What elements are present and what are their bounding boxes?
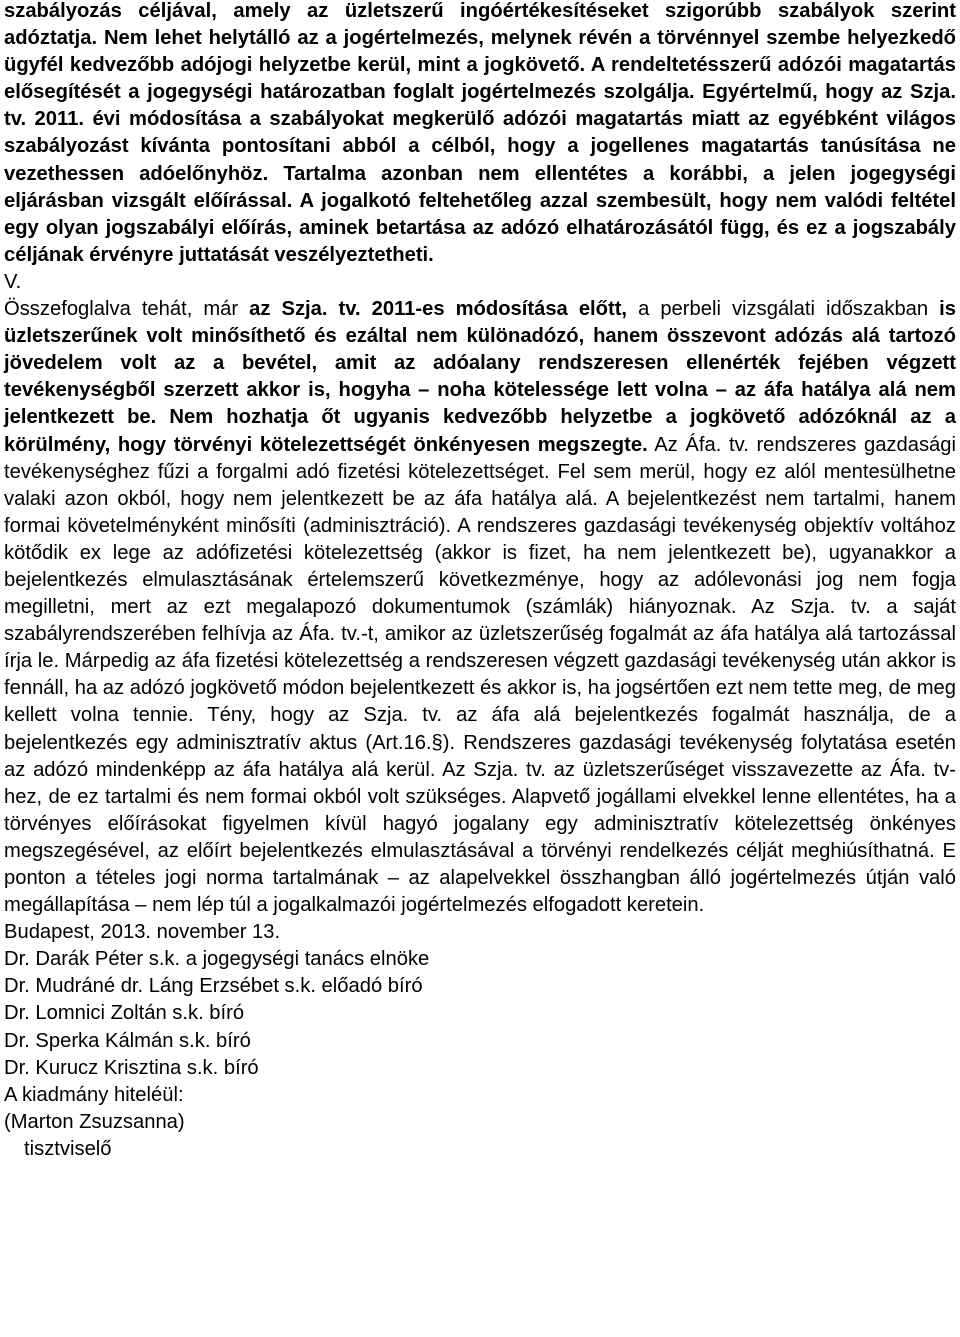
text-run <box>361 298 372 320</box>
section-iv-closing-paragraph: szabályozás céljával, amely az üzletszerű ingóértékesítéseket szigorúbb szabályok szerint adóztatja. Nem lehet helytálló az a jogértelmezés, melynek révén a törvénnyel szembe helyezkedő ügyfél kedvezőbb adójogi helyzetbe kerül, mint a jogkövető. A rendeltetésszerű adózói magatartás elősegítését a jogegységi határozatban foglalt jogértelmezés szolgálja. Egyértelmű, hogy az Szja. tv. 2011. évi módosítása a szabályokat megkerülő adózói magatartás miatt az egyébként világos szabályozást kívánta pontosítani abból a célból, hogy a jogellenes magatartás tanúsítása ne vezethessen adóelőnyhöz. Tartalma azonban nem ellentétes a korábbi, a jelen jogegységi eljárásban vizsgált előírással. A jogalkotó feltehetőleg azzal szembesült, hogy nem valódi feltétel egy olyan jogszabályi előírás, aminek betartása az adózó elhatározásától függ, és ez a jogszabály céljának érvényre juttatását veszélyeztetheti. <box>4 0 956 266</box>
text-run-bold: is <box>939 298 956 321</box>
certification-label: A kiadmány hiteléül: <box>4 1083 184 1106</box>
text-run: Az Áfa. tv. rendszeres gazdasági tevékenységhez fűzi a forgalmi adó fizetési kötelezettséget. Fel sem merül, hogy ez alól mentesülhetne valaki azon okból, hogy nem jelentkezett be az áfa hatálya alá. A bejelentkezést nem tartalmi, hanem formai követelményként minősíti (adminisztráció). A rendszeres gazdasági tevékenység objektív voltához kötődik ex lege az adófizetési kötelezettség (akkor is fizet, ha nem jelentkezett be), ugyanakkor a bejelentkezés elmulasztásának értelemszerű következménye, hogy az adólevonási jog nem fogja megilletni, mert az ezt megalapozó dokumentumok (számlák) hiányoznak. Az Szja. tv. a saját szabályrendszerében felhívja az Áfa. tv.-t, amikor az üzletszerűség fogalmát az áfa hatálya alá tartozással írja le. Márpedig az áfa fizetési kötelezettség a rendszeresen végzett gazdasági tevékenység után akkor is fennáll, ha az adózó jogkövető módon bejelentkezett és akkor is, ha jogsértően ezt nem tette meg, de meg kellett volna tennie. Tény, hogy az Szja. tv. az áfa alá bejelentkezés fogalmát használja, de a bejelentkezés egy adminisztratív aktus (Art.16.§). Rendszeres gazdasági tevékenység folytatása esetén az adózó mindenképp az áfa hatálya alá kerül. Az Szja. tv. az üzletszerűséget visszavezette az Áfa. tv-hez, de ez tartalmi és nem formai okból volt szükséges. Alapvető jogállami elvekkel lenne ellentétes, ha a törvényes előírásokat figyelmen kívül hagyó jogalany egy adminisztratív kötelezettség önkényes megszegésével, az előírt bejelentkezés elmulasztásával a törvényi rendelkezés célját meghiúsíthatná. E ponton a tételes jogi norma tartalmának – az alapelvekkel összhangban álló jogértelmezés útján való megállapítása – nem lép túl a jogalkalmazói jogértelmezés elfogadott keretein. <box>4 433 956 917</box>
certifier-title: tisztviselő <box>24 1137 112 1160</box>
document-page <box>4 0 956 1163</box>
text-run: Összefoglalva tehát, már <box>4 298 250 321</box>
text-run-bold: az Szja. tv. <box>249 298 361 321</box>
section-v-paragraph <box>4 296 956 919</box>
signatory: Dr. Kurucz Krisztina s.k. bíró <box>4 1056 259 1079</box>
section-v-heading: V. <box>4 270 22 293</box>
signatory: Dr. Sperka Kálmán s.k. bíró <box>4 1029 251 1052</box>
signatory: Dr. Lomnici Zoltán s.k. bíró <box>4 1002 245 1025</box>
text-run-bold: üzletszerűnek volt minősíthető és ezáltal nem különadózó, hanem összevont adózás alá tartozó jövedelem volt az a bevétel, amit az adóalany rendszeresen ellenérték fejében végzett tevékenységből szerzett akkor is, hogyha – noha kötelessége lett volna – az áfa hatálya alá nem jelentkezett be. Nem hozhatja őt ugyanis kedvezőbb helyzetbe a jogkövető adózóknál az a körülmény, hogy törvényi kötelezettségét önkényesen megszegte. <box>4 325 956 456</box>
certifier-name: (Marton Zsuzsanna) <box>4 1110 185 1133</box>
signatory: Dr. Mudráné dr. Láng Erzsébet s.k. előadó bíró <box>4 975 423 998</box>
place-and-date: Budapest, 2013. november 13. <box>4 921 281 944</box>
text-run-bold: 2011-es módosítása előtt, <box>371 298 628 321</box>
signatory: Dr. Darák Péter s.k. a jogegységi tanács elnöke <box>4 948 430 971</box>
text-run: a perbeli vizsgálati időszakban <box>627 298 940 321</box>
